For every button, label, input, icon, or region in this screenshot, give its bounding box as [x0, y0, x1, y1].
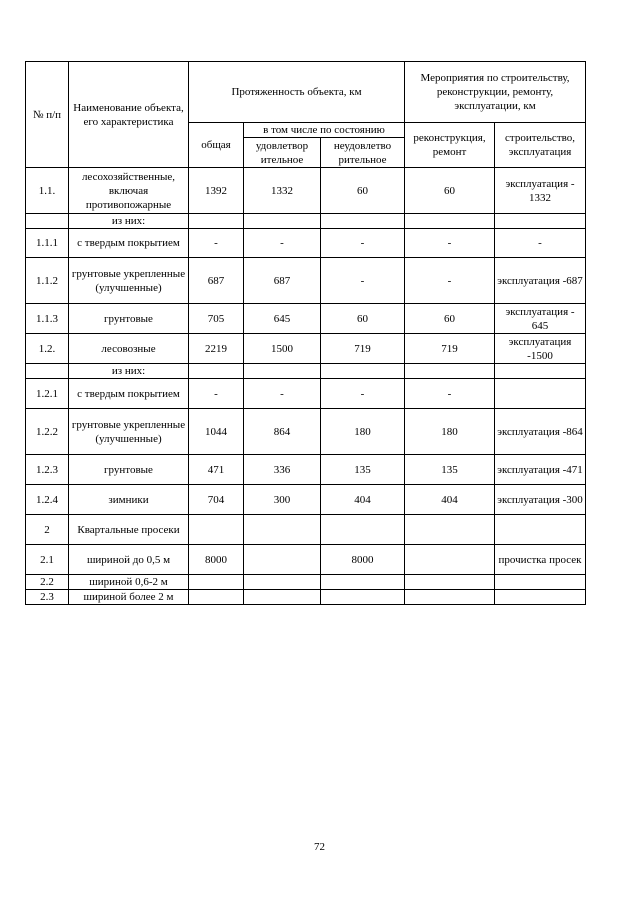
cell-num: [26, 214, 69, 229]
cell-name: шириной более 2 м: [69, 590, 189, 605]
cell-constr: эксплуатация -300: [495, 485, 586, 515]
header-total: общая: [189, 123, 244, 168]
header-satisfactory: удовлетвор ительное: [244, 138, 321, 168]
table-row: [26, 364, 586, 379]
cell-num: 2: [26, 515, 69, 545]
cell-name: грунтовые: [69, 455, 189, 485]
cell-constr: -: [495, 229, 586, 258]
cell-num: 1.1.2: [26, 258, 69, 304]
cell-name: грунтовые укрепленные (улучшенные): [69, 409, 189, 455]
cell-total: 2219: [189, 334, 244, 364]
cell-total: [189, 575, 244, 590]
cell-sat: 687: [244, 258, 321, 304]
cell-constr: эксплуатация - 645: [495, 304, 586, 334]
header-length: Протяженность объекта, км: [189, 62, 405, 123]
cell-unsat: [321, 515, 405, 545]
cell-sat: [244, 214, 321, 229]
table-row: [26, 168, 586, 214]
cell-name: грунтовые: [69, 304, 189, 334]
cell-recon: 180: [405, 409, 495, 455]
cell-unsat: [321, 575, 405, 590]
header-measures: Мероприятия по строительству, реконструкции, ремонту, эксплуатации, км: [405, 62, 586, 123]
cell-recon: -: [405, 258, 495, 304]
cell-sat: 336: [244, 455, 321, 485]
table-row: [26, 258, 586, 304]
table-row: [26, 515, 586, 545]
header-reconstruction: реконструкция, ремонт: [405, 123, 495, 168]
cell-recon: -: [405, 379, 495, 409]
table-row: [26, 455, 586, 485]
cell-total: 704: [189, 485, 244, 515]
cell-unsat: [321, 214, 405, 229]
cell-recon: [405, 364, 495, 379]
table-row: [26, 545, 586, 575]
cell-recon: [405, 575, 495, 590]
cell-unsat: 180: [321, 409, 405, 455]
cell-constr: [495, 575, 586, 590]
cell-constr: эксплуатация - 1332: [495, 168, 586, 214]
table-row: [26, 214, 586, 229]
cell-recon: 719: [405, 334, 495, 364]
cell-sat: 645: [244, 304, 321, 334]
table-row: [26, 409, 586, 455]
cell-recon: 60: [405, 304, 495, 334]
cell-constr: [495, 364, 586, 379]
cell-num: 1.2.4: [26, 485, 69, 515]
cell-num: 1.1.3: [26, 304, 69, 334]
cell-num: [26, 364, 69, 379]
cell-total: 471: [189, 455, 244, 485]
cell-unsat: 719: [321, 334, 405, 364]
cell-num: 2.1: [26, 545, 69, 575]
cell-num: 1.2.1: [26, 379, 69, 409]
cell-num: 1.1.1: [26, 229, 69, 258]
cell-constr: [495, 379, 586, 409]
cell-recon: [405, 214, 495, 229]
cell-unsat: -: [321, 379, 405, 409]
cell-total: 8000: [189, 545, 244, 575]
cell-name: шириной 0,6-2 м: [69, 575, 189, 590]
cell-name: лесовозные: [69, 334, 189, 364]
cell-sat: 864: [244, 409, 321, 455]
cell-unsat: 404: [321, 485, 405, 515]
cell-constr: [495, 590, 586, 605]
table-row: [26, 304, 586, 334]
cell-name: из них:: [69, 364, 189, 379]
cell-constr: эксплуатация -864: [495, 409, 586, 455]
table-body: [26, 168, 586, 605]
cell-total: [189, 214, 244, 229]
header-unsatisfactory: неудовлетво рительное: [321, 138, 405, 168]
cell-recon: [405, 590, 495, 605]
cell-total: -: [189, 229, 244, 258]
cell-name: из них:: [69, 214, 189, 229]
cell-total: [189, 515, 244, 545]
cell-total: [189, 364, 244, 379]
cell-num: 1.2.: [26, 334, 69, 364]
cell-unsat: 60: [321, 304, 405, 334]
cell-total: [189, 590, 244, 605]
page-number: 72: [314, 841, 325, 853]
cell-sat: [244, 590, 321, 605]
cell-sat: [244, 364, 321, 379]
table-row: [26, 575, 586, 590]
cell-total: 1392: [189, 168, 244, 214]
table-row: [26, 229, 586, 258]
cell-constr: эксплуатация -471: [495, 455, 586, 485]
cell-total: 1044: [189, 409, 244, 455]
cell-constr: эксплуатация -687: [495, 258, 586, 304]
cell-constr: [495, 214, 586, 229]
cell-unsat: [321, 590, 405, 605]
cell-unsat: -: [321, 229, 405, 258]
cell-num: 2.2: [26, 575, 69, 590]
cell-sat: 300: [244, 485, 321, 515]
table-row: [26, 485, 586, 515]
cell-recon: -: [405, 229, 495, 258]
cell-constr: [495, 515, 586, 545]
cell-unsat: 60: [321, 168, 405, 214]
cell-recon: [405, 515, 495, 545]
cell-constr: эксплуатация -1500: [495, 334, 586, 364]
cell-recon: [405, 545, 495, 575]
roads-table: [25, 61, 586, 605]
cell-sat: 1500: [244, 334, 321, 364]
cell-unsat: 8000: [321, 545, 405, 575]
cell-total: 705: [189, 304, 244, 334]
cell-name: Квартальные просеки: [69, 515, 189, 545]
cell-sat: [244, 515, 321, 545]
cell-constr: прочистка просек: [495, 545, 586, 575]
cell-name: зимники: [69, 485, 189, 515]
header-construction: строительство, эксплуатация: [495, 123, 586, 168]
cell-name: лесохозяйственные, включая противопожарные: [69, 168, 189, 214]
cell-num: 2.3: [26, 590, 69, 605]
table-row: [26, 334, 586, 364]
cell-sat: 1332: [244, 168, 321, 214]
cell-num: 1.2.3: [26, 455, 69, 485]
cell-num: 1.2.2: [26, 409, 69, 455]
cell-unsat: 135: [321, 455, 405, 485]
table-row: [26, 379, 586, 409]
cell-total: -: [189, 379, 244, 409]
cell-num: 1.1.: [26, 168, 69, 214]
cell-recon: 135: [405, 455, 495, 485]
header-including: в том числе по состоянию: [244, 123, 405, 138]
cell-total: 687: [189, 258, 244, 304]
cell-sat: [244, 575, 321, 590]
cell-unsat: -: [321, 258, 405, 304]
table-row: [26, 590, 586, 605]
cell-name: с твердым покрытием: [69, 229, 189, 258]
cell-sat: [244, 545, 321, 575]
cell-name: с твердым покрытием: [69, 379, 189, 409]
header-name: Наименование объекта, его характеристика: [69, 62, 189, 168]
header-num: № п/п: [26, 62, 69, 168]
cell-recon: 60: [405, 168, 495, 214]
cell-recon: 404: [405, 485, 495, 515]
cell-name: грунтовые укрепленные (улучшенные): [69, 258, 189, 304]
cell-sat: -: [244, 229, 321, 258]
cell-name: шириной до 0,5 м: [69, 545, 189, 575]
cell-sat: -: [244, 379, 321, 409]
cell-unsat: [321, 364, 405, 379]
